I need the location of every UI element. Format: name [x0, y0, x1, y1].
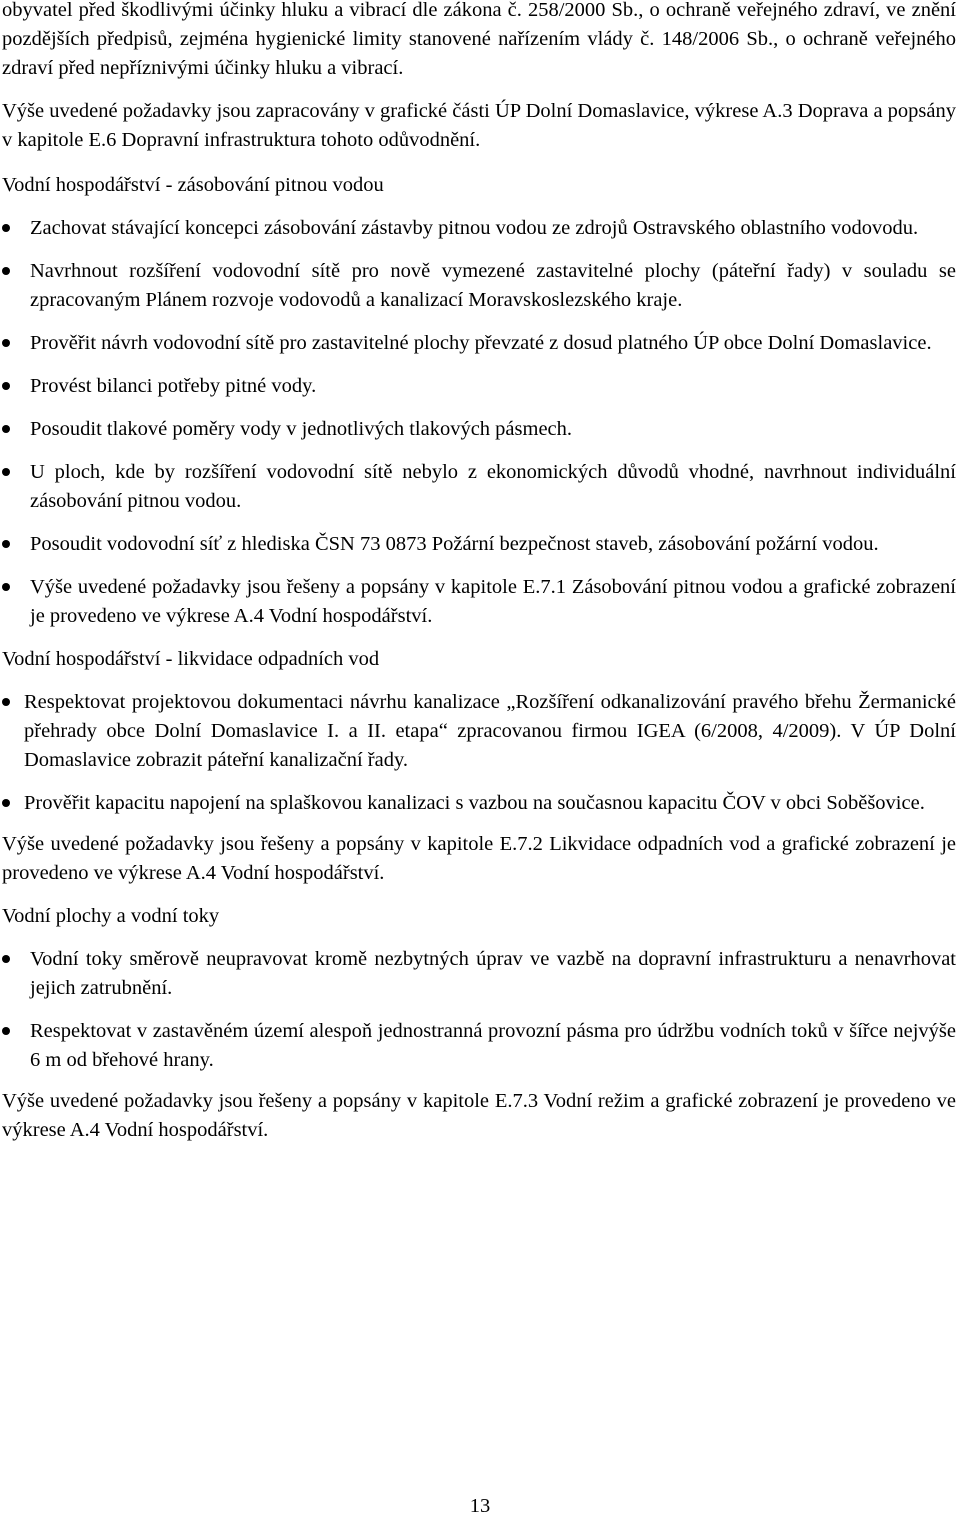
section-heading-water-areas: Vodní plochy a vodní toky: [2, 905, 220, 927]
list-item-text: Prověřit kapacitu napojení na splaškovou kanalizaci s vazbou na současnou kapacitu ČOV v obci Soběšovice.: [24, 792, 925, 814]
bullet-icon: [2, 339, 10, 347]
list-item-text: Zachovat stávající koncepci zásobování zástavby pitnou vodou ze zdrojů Ostravského oblastního vodovodu.: [30, 217, 919, 239]
bullet-icon: [2, 224, 10, 232]
intro-summary-paragraph: Výše uvedené požadavky jsou zapracovány v grafické části ÚP Dolní Domaslavice, výkrese A.3 Doprava a popsány v kapitole E.6 Dopravní infrastruktura tohoto odůvodnění.: [2, 100, 956, 151]
bullet-icon: [2, 267, 10, 275]
waste-water-list: [2, 688, 956, 818]
list-item: [2, 257, 956, 315]
bullet-icon: [2, 425, 10, 433]
list-item: [2, 214, 956, 243]
list-item: [2, 329, 956, 358]
section-heading-waste-water: Vodní hospodářství - likvidace odpadních vod: [2, 648, 380, 670]
bullet-icon: [2, 1027, 10, 1035]
bullet-icon: [2, 799, 10, 807]
waste-water-summary: Výše uvedené požadavky jsou řešeny a popsány v kapitole E.7.2 Likvidace odpadních vod a grafické zobrazení je provedeno ve výkrese A.4 Vodní hospodářství.: [2, 833, 956, 884]
list-item-text: Výše uvedené požadavky jsou řešeny a popsány v kapitole E.7.1 Zásobování pitnou vodou a grafické zobrazení je provedeno ve výkrese A.4 Vodní hospodářství.: [30, 576, 956, 627]
bullet-icon: [2, 583, 10, 591]
list-item-text: Vodní toky směrově neupravovat kromě nezbytných úprav ve vazbě na dopravní infrastrukturu a nenavrhovat jejich zatrubnění.: [30, 948, 956, 999]
list-item: [2, 415, 956, 444]
list-item-text: Navrhnout rozšíření vodovodní sítě pro nově vymezené zastavitelné plochy (páteřní řady) v souladu se zpracovaným Plánem rozvoje vodovodů a kanalizací Moravskoslezského kraje.: [30, 260, 956, 311]
list-item-text: Posoudit tlakové poměry vody v jednotlivých tlakových pásmech.: [30, 418, 573, 440]
water-areas-summary: Výše uvedené požadavky jsou řešeny a popsány v kapitole E.7.3 Vodní režim a grafické zobrazení je provedeno ve výkrese A.4 Vodní hospodářství.: [2, 1090, 956, 1141]
list-item: [2, 458, 956, 516]
list-item-text: U ploch, kde by rozšíření vodovodní sítě nebylo z ekonomických důvodů vhodné, navrhnout individuální zásobování pitnou vodou.: [30, 461, 956, 512]
list-item-text: Respektovat projektovou dokumentaci návrhu kanalizace „Rozšíření odkanalizování pravého břehu Žermanické přehrady obce Dolní Domaslavice I. a II. etapa“ zpracovanou firmou IGEA (6/2008, 4/2009). V ÚP Dolní Domaslavice zobrazit páteřní kanalizační řady.: [24, 691, 956, 771]
list-item: [2, 1017, 956, 1075]
list-item-text: Prověřit návrh vodovodní sítě pro zastavitelné plochy převzaté z dosud platného ÚP obce Dolní Domaslavice.: [30, 332, 932, 354]
list-item-text: Respektovat v zastavěném území alespoň jednostranná provozní pásma pro údržbu vodních toků v šířce nejvýše 6 m od břehové hrany.: [30, 1020, 956, 1071]
bullet-icon: [2, 382, 10, 390]
water-areas-list: [2, 945, 956, 1075]
list-item-text: Posoudit vodovodní síť z hlediska ČSN 73 0873 Požární bezpečnost staveb, zásobování požární vodou.: [30, 533, 879, 555]
bullet-icon: [2, 540, 10, 548]
list-item: [2, 530, 956, 559]
bullet-icon: [2, 468, 10, 476]
intro-paragraph: obyvatel před škodlivými účinky hluku a vibrací dle zákona č. 258/2000 Sb., o ochraně veřejného zdraví, ve znění pozdějších předpisů, zejména hygienické limity stanovené nařízením vlády č. 148/2006 Sb., o ochraně veřejného zdraví před nepříznivými účinky hluku a vibrací.: [2, 0, 956, 79]
water-supply-list: [2, 214, 956, 631]
list-item-text: Provést bilanci potřeby pitné vody.: [30, 375, 317, 397]
bullet-icon: [2, 698, 10, 706]
list-item: [2, 688, 956, 775]
list-item: [2, 789, 956, 818]
list-item: [2, 372, 956, 401]
page-number: 13: [469, 1495, 491, 1517]
bullet-icon: [2, 955, 10, 963]
document-page: [2, 0, 956, 1145]
list-item: [2, 573, 956, 631]
list-item: [2, 945, 956, 1003]
section-heading-water-supply: Vodní hospodářství - zásobování pitnou vodou: [2, 174, 384, 196]
